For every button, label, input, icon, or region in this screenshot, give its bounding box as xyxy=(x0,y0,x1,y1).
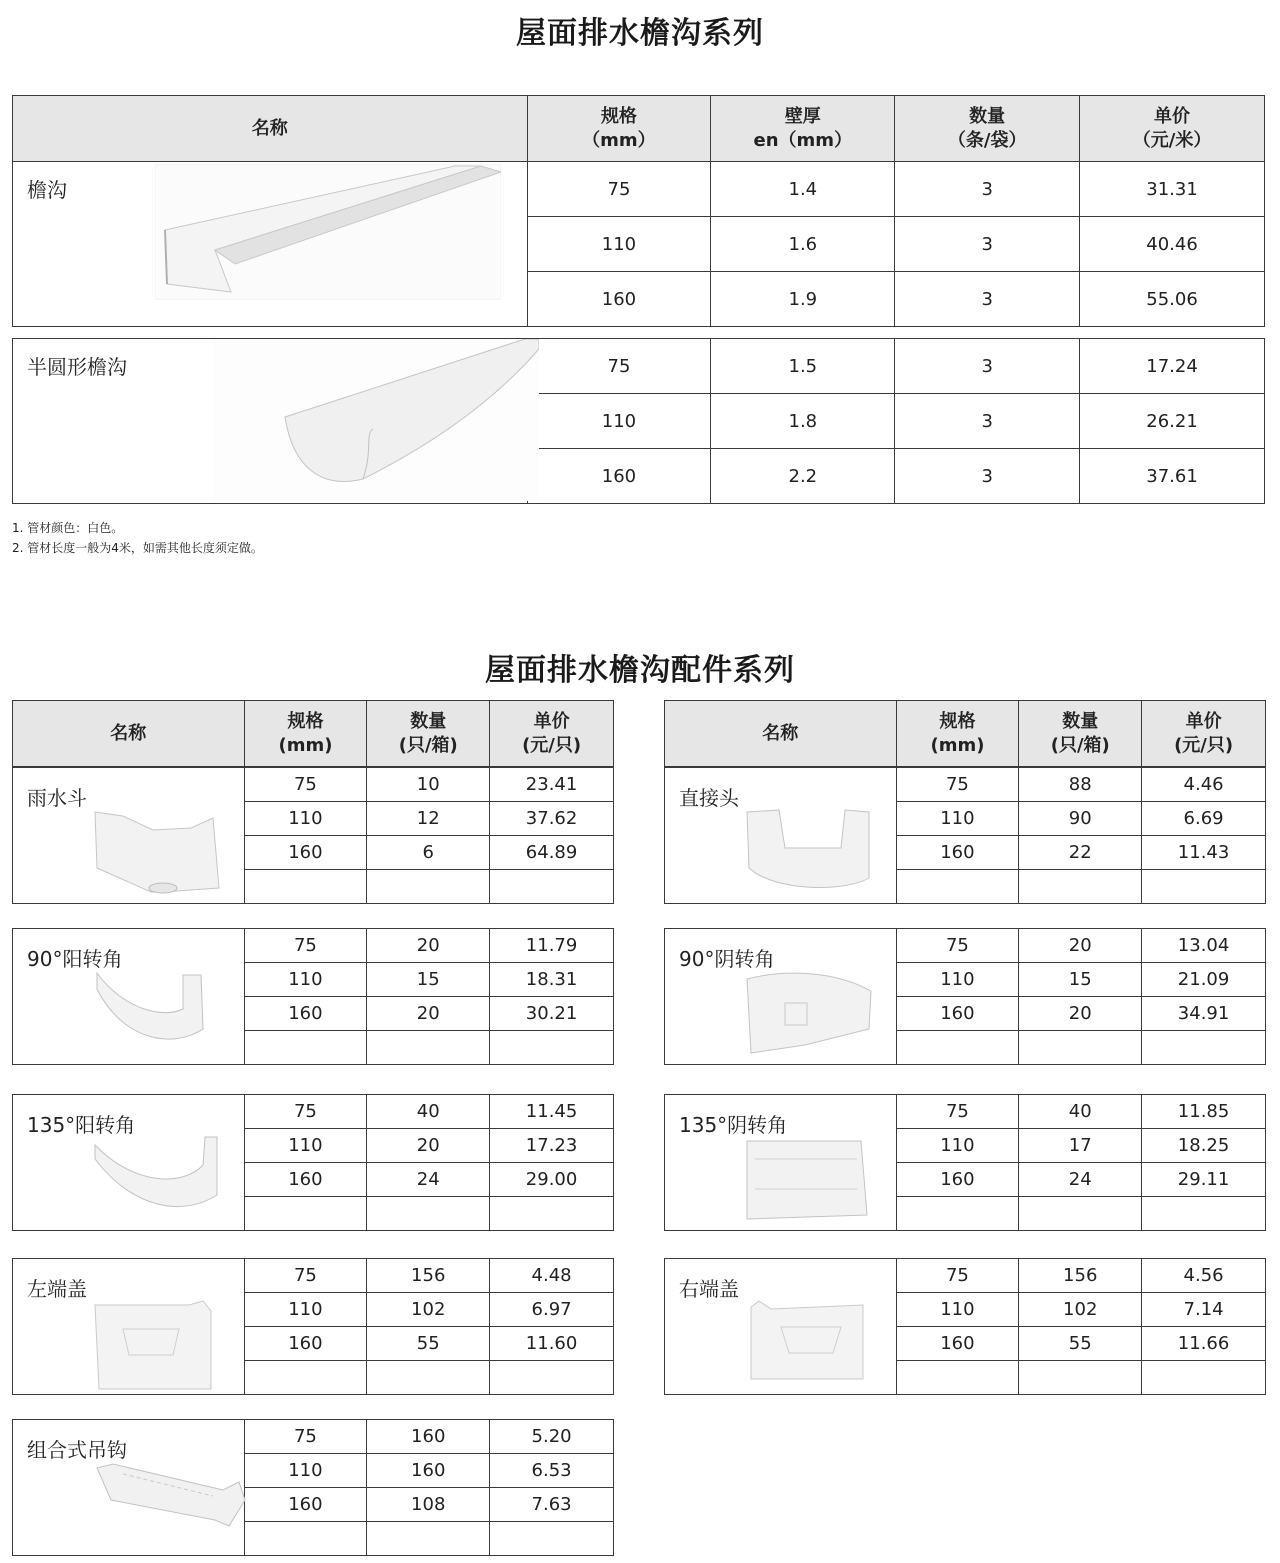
qty-cell: 17 xyxy=(1019,1129,1142,1163)
accessory-name-cell xyxy=(13,1259,245,1395)
price-cell: 11.85 xyxy=(1142,1095,1266,1129)
price-cell xyxy=(490,1522,614,1556)
price-cell: 4.46 xyxy=(1142,768,1266,802)
accessory-header xyxy=(12,700,614,767)
spec-cell: 75 xyxy=(244,929,367,963)
note-line: 2. 管材长度一般为4米，如需其他长度须定做。 xyxy=(12,541,263,555)
price-cell: 64.89 xyxy=(490,836,614,870)
col-header-spec: 规格 (mm) xyxy=(896,701,1019,767)
accessory-name-cell xyxy=(13,1095,245,1231)
accessory-name-cell xyxy=(665,929,897,1065)
table-row xyxy=(665,768,1266,802)
qty-cell: 102 xyxy=(1019,1293,1142,1327)
price-cell: 30.21 xyxy=(490,997,614,1031)
qty-cell: 160 xyxy=(367,1454,490,1488)
qty-cell: 3 xyxy=(895,162,1080,217)
spec-cell: 160 xyxy=(244,1488,367,1522)
qty-cell: 55 xyxy=(367,1327,490,1361)
qty-cell: 15 xyxy=(1019,963,1142,997)
spec-cell: 75 xyxy=(527,162,711,217)
spec-cell: 160 xyxy=(896,836,1019,870)
accessory-name: 直接头 xyxy=(679,786,739,810)
price-cell: 7.14 xyxy=(1142,1293,1266,1327)
wall-cell: 2.2 xyxy=(711,449,895,504)
table-row xyxy=(665,1095,1266,1129)
accessory-name-cell xyxy=(665,1095,897,1231)
qty-cell: 22 xyxy=(1019,836,1142,870)
notes xyxy=(12,518,263,558)
price-cell: 17.23 xyxy=(490,1129,614,1163)
half-round-gutter-image xyxy=(213,339,539,506)
spec-cell xyxy=(244,1197,367,1231)
spec-cell: 110 xyxy=(527,394,711,449)
price-cell: 29.11 xyxy=(1142,1163,1266,1197)
qty-cell xyxy=(367,1031,490,1065)
price-cell xyxy=(490,1197,614,1231)
accessory-name-cell xyxy=(665,1259,897,1395)
price-cell: 31.31 xyxy=(1080,162,1265,217)
spec-cell xyxy=(244,1522,367,1556)
price-cell: 11.60 xyxy=(490,1327,614,1361)
qty-cell: 20 xyxy=(367,1129,490,1163)
spec-cell: 75 xyxy=(527,339,711,394)
qty-cell xyxy=(367,1361,490,1395)
qty-cell xyxy=(367,870,490,904)
qty-cell: 3 xyxy=(895,449,1080,504)
accessory-name: 135°阴转角 xyxy=(679,1113,788,1137)
spec-cell: 110 xyxy=(244,1129,367,1163)
spec-cell: 160 xyxy=(527,449,711,504)
gutter-name: 半圆形檐沟 xyxy=(27,355,127,379)
gutter-name-cell xyxy=(13,162,528,327)
wall-cell: 1.9 xyxy=(711,272,895,327)
qty-cell: 40 xyxy=(367,1095,490,1129)
spec-cell: 160 xyxy=(896,1163,1019,1197)
wall-cell: 1.5 xyxy=(711,339,895,394)
spec-cell: 75 xyxy=(244,1420,367,1454)
accessory-block xyxy=(12,767,614,904)
spec-cell: 110 xyxy=(244,963,367,997)
price-cell: 17.24 xyxy=(1080,339,1265,394)
col-header-name: 名称 xyxy=(13,701,245,767)
square-gutter-image xyxy=(155,164,501,305)
qty-cell: 20 xyxy=(1019,929,1142,963)
qty-cell: 24 xyxy=(367,1163,490,1197)
right-end-cap-image xyxy=(745,1299,867,1386)
accessory-name-cell xyxy=(13,768,245,904)
inner-corner-135-image xyxy=(745,1135,869,1226)
price-cell: 5.20 xyxy=(490,1420,614,1454)
gutter-table xyxy=(12,95,1265,162)
price-cell: 4.56 xyxy=(1142,1259,1266,1293)
col-header-wall: 壁厚 en（mm） xyxy=(711,96,895,162)
qty-cell xyxy=(1019,1197,1142,1231)
qty-cell: 156 xyxy=(1019,1259,1142,1293)
joint-image xyxy=(745,808,871,897)
table-row xyxy=(13,1259,614,1293)
accessory-block xyxy=(12,928,614,1065)
spec-cell xyxy=(896,1031,1019,1065)
price-cell xyxy=(1142,1361,1266,1395)
spec-cell: 160 xyxy=(244,1327,367,1361)
wall-cell: 1.6 xyxy=(711,217,895,272)
outer-corner-135-image xyxy=(93,1135,219,1220)
price-cell: 21.09 xyxy=(1142,963,1266,997)
qty-cell: 20 xyxy=(367,929,490,963)
spec-cell: 110 xyxy=(896,1129,1019,1163)
qty-cell xyxy=(367,1197,490,1231)
price-cell: 40.46 xyxy=(1080,217,1265,272)
accessory-name: 90°阳转角 xyxy=(27,947,123,971)
outer-corner-90-image xyxy=(93,969,217,1056)
qty-cell xyxy=(1019,870,1142,904)
price-cell: 18.31 xyxy=(490,963,614,997)
price-cell xyxy=(1142,1197,1266,1231)
accessory-block xyxy=(12,1258,614,1395)
accessory-name: 组合式吊钩 xyxy=(27,1438,127,1462)
price-cell xyxy=(1142,870,1266,904)
gutter-group xyxy=(12,161,1265,327)
qty-cell: 10 xyxy=(367,768,490,802)
accessory-name: 135°阳转角 xyxy=(27,1113,136,1137)
table-row xyxy=(13,768,614,802)
col-header-price: 单价 (元/只) xyxy=(490,701,614,767)
price-cell xyxy=(490,1031,614,1065)
qty-cell: 20 xyxy=(367,997,490,1031)
spec-cell: 110 xyxy=(527,217,711,272)
qty-cell: 12 xyxy=(367,802,490,836)
gutter-name-cell xyxy=(13,339,528,504)
qty-cell: 24 xyxy=(1019,1163,1142,1197)
price-cell xyxy=(490,870,614,904)
accessory-block xyxy=(664,928,1266,1065)
table-row xyxy=(13,162,1265,217)
price-cell: 11.66 xyxy=(1142,1327,1266,1361)
accessory-name: 雨水斗 xyxy=(27,786,87,810)
spec-cell: 75 xyxy=(244,1095,367,1129)
table-row xyxy=(13,1095,614,1129)
hanger-hook-image xyxy=(93,1460,247,1537)
left-end-cap-image xyxy=(93,1299,217,1398)
spec-cell: 110 xyxy=(244,1454,367,1488)
accessory-block xyxy=(664,1258,1266,1395)
spec-cell: 75 xyxy=(896,768,1019,802)
spec-cell xyxy=(244,1031,367,1065)
accessories-title: 屋面排水檐沟配件系列 xyxy=(485,653,795,688)
qty-cell: 3 xyxy=(895,217,1080,272)
col-header-qty: 数量 (只/箱) xyxy=(1019,701,1142,767)
price-cell: 11.43 xyxy=(1142,836,1266,870)
rain-hopper-image xyxy=(93,808,223,899)
qty-cell: 6 xyxy=(367,836,490,870)
price-cell xyxy=(1142,1031,1266,1065)
price-cell: 37.61 xyxy=(1080,449,1265,504)
qty-cell: 90 xyxy=(1019,802,1142,836)
spec-cell: 75 xyxy=(896,929,1019,963)
col-header-spec: 规格 （mm） xyxy=(527,96,711,162)
spec-cell: 75 xyxy=(896,1259,1019,1293)
wall-cell: 1.8 xyxy=(711,394,895,449)
col-header-qty: 数量 (只/箱) xyxy=(367,701,490,767)
col-header-name: 名称 xyxy=(665,701,897,767)
qty-cell: 20 xyxy=(1019,997,1142,1031)
qty-cell: 88 xyxy=(1019,768,1142,802)
accessory-name-cell xyxy=(13,1420,245,1556)
table-row xyxy=(665,929,1266,963)
spec-cell: 75 xyxy=(244,768,367,802)
price-cell: 6.53 xyxy=(490,1454,614,1488)
table-row xyxy=(13,929,614,963)
qty-cell: 3 xyxy=(895,272,1080,327)
accessory-block xyxy=(12,1094,614,1231)
spec-cell: 75 xyxy=(896,1095,1019,1129)
accessory-name: 右端盖 xyxy=(679,1277,739,1301)
spec-cell xyxy=(244,1361,367,1395)
qty-cell: 156 xyxy=(367,1259,490,1293)
note-line: 1. 管材颜色：白色。 xyxy=(12,521,124,535)
price-cell: 18.25 xyxy=(1142,1129,1266,1163)
price-cell: 37.62 xyxy=(490,802,614,836)
qty-cell xyxy=(1019,1361,1142,1395)
price-cell: 34.91 xyxy=(1142,997,1266,1031)
inner-corner-90-image xyxy=(745,969,873,1060)
price-cell: 6.69 xyxy=(1142,802,1266,836)
qty-cell: 15 xyxy=(367,963,490,997)
table-row xyxy=(665,1259,1266,1293)
price-cell: 4.48 xyxy=(490,1259,614,1293)
col-header-name: 名称 xyxy=(13,96,528,162)
spec-cell: 160 xyxy=(896,1327,1019,1361)
spec-cell: 110 xyxy=(896,963,1019,997)
price-cell xyxy=(490,1361,614,1395)
qty-cell: 108 xyxy=(367,1488,490,1522)
col-header-spec: 规格 (mm) xyxy=(244,701,367,767)
price-cell: 6.97 xyxy=(490,1293,614,1327)
price-cell: 26.21 xyxy=(1080,394,1265,449)
accessory-name-cell xyxy=(13,929,245,1065)
spec-cell xyxy=(896,1361,1019,1395)
accessory-name: 左端盖 xyxy=(27,1277,87,1301)
qty-cell: 102 xyxy=(367,1293,490,1327)
price-cell: 11.79 xyxy=(490,929,614,963)
spec-cell: 160 xyxy=(244,1163,367,1197)
accessory-block xyxy=(12,1419,614,1556)
spec-cell: 110 xyxy=(896,1293,1019,1327)
qty-cell: 3 xyxy=(895,394,1080,449)
spec-cell: 110 xyxy=(896,802,1019,836)
wall-cell: 1.4 xyxy=(711,162,895,217)
gutter-name: 檐沟 xyxy=(27,178,67,202)
spec-cell: 110 xyxy=(244,802,367,836)
price-cell: 29.00 xyxy=(490,1163,614,1197)
price-cell: 11.45 xyxy=(490,1095,614,1129)
qty-cell: 55 xyxy=(1019,1327,1142,1361)
spec-cell: 160 xyxy=(527,272,711,327)
gutter-group xyxy=(12,338,1265,504)
spec-cell: 110 xyxy=(244,1293,367,1327)
qty-cell: 40 xyxy=(1019,1095,1142,1129)
accessory-header xyxy=(664,700,1266,767)
price-cell: 55.06 xyxy=(1080,272,1265,327)
col-header-price: 单价 （元/米） xyxy=(1080,96,1265,162)
price-cell: 13.04 xyxy=(1142,929,1266,963)
table-row xyxy=(13,1420,614,1454)
spec-cell: 160 xyxy=(896,997,1019,1031)
col-header-price: 单价 (元/只) xyxy=(1142,701,1266,767)
spec-cell xyxy=(896,1197,1019,1231)
qty-cell xyxy=(1019,1031,1142,1065)
accessory-name: 90°阴转角 xyxy=(679,947,775,971)
qty-cell xyxy=(367,1522,490,1556)
qty-cell: 160 xyxy=(367,1420,490,1454)
price-cell: 23.41 xyxy=(490,768,614,802)
table-row xyxy=(13,339,1265,394)
accessory-block xyxy=(664,767,1266,904)
price-cell: 7.63 xyxy=(490,1488,614,1522)
spec-cell xyxy=(244,870,367,904)
col-header-qty: 数量 （条/袋） xyxy=(895,96,1080,162)
spec-cell: 160 xyxy=(244,997,367,1031)
spec-cell: 75 xyxy=(244,1259,367,1293)
qty-cell: 3 xyxy=(895,339,1080,394)
spec-cell xyxy=(896,870,1019,904)
spec-cell: 160 xyxy=(244,836,367,870)
main-title: 屋面排水檐沟系列 xyxy=(516,16,764,51)
accessory-name-cell xyxy=(665,768,897,904)
accessory-block xyxy=(664,1094,1266,1231)
